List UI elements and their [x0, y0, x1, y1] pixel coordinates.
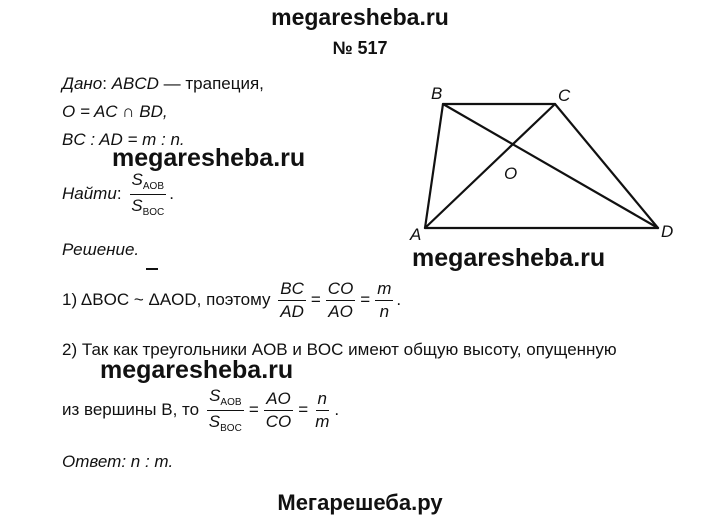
- label-a: A: [410, 225, 422, 244]
- find-den-sub: BOC: [142, 207, 165, 218]
- given-figure: ABCD: [111, 74, 159, 93]
- problem-number: № 517: [332, 38, 388, 58]
- site-header: megaresheba.ru: [271, 4, 449, 30]
- given-line-1: Дано: ABCD — трапеция,: [62, 74, 264, 93]
- diagonal-ac: [425, 104, 555, 228]
- step-2-fraction-3: $\frac{n}{m}$: [315, 389, 330, 431]
- diagonal-bd: [443, 104, 658, 228]
- given-figure-type: — трапеция,: [158, 74, 264, 93]
- step-1-prefix: 1) ΔBOC ~ ΔAOD, поэтому: [62, 289, 271, 309]
- solution-label: Решение.: [62, 240, 140, 259]
- given-label: Дано: [62, 74, 103, 93]
- answer-label: Ответ: [62, 452, 122, 471]
- step-1-end: .: [396, 289, 402, 309]
- step-1: 1) ΔBOC ~ ΔAOD, поэтому $\frac{BC}{AD}$ = $\frac{CO}{AO}$ = $\frac{m}{n}$ .: [62, 279, 402, 321]
- step-2-line-1: 2) Так как треугольники AOB и BOC имеют общую высоту, опущенную: [62, 340, 617, 359]
- label-c: C: [558, 86, 571, 105]
- step-2-fraction-1: $\frac{S_{AOB}}{S_{BOC}}$: [208, 386, 242, 434]
- trapezoid-outline: [425, 104, 658, 228]
- find-num-s: S: [131, 170, 143, 189]
- answer-value: n : m.: [130, 452, 174, 471]
- stray-mark: [146, 268, 158, 270]
- answer-line: Ответ: n : m.: [62, 452, 174, 471]
- step-1-fraction-3: $\frac{m}{n}$: [377, 279, 392, 321]
- label-b: B: [431, 84, 443, 103]
- step-2-end: .: [334, 399, 340, 419]
- find-end: .: [169, 183, 175, 203]
- watermark-3: megaresheba.ru: [100, 356, 294, 384]
- find-den-s: S: [131, 196, 143, 215]
- given-line-3: BC : AD = m : n.: [62, 130, 185, 149]
- step-1-fraction-2: $\frac{CO}{AO}$: [327, 279, 354, 321]
- watermark-1: megaresheba.ru: [112, 144, 306, 172]
- step-2-fraction-2: $\frac{AO}{CO}$: [265, 389, 292, 431]
- step-2-prefix: из вершины B, то: [62, 399, 200, 419]
- watermark-2: megaresheba.ru: [412, 244, 606, 272]
- trapezoid-diagram: [400, 80, 690, 250]
- step-2-line-2: из вершины B, то $\frac{S_{AOB}}{S_{BOC}}$ = $\frac{AO}{CO}$ = $\frac{n}{m}$ .: [62, 386, 340, 434]
- find-fraction: [129, 170, 166, 219]
- step-1-fraction-1: $\frac{BC}{AD}$: [280, 279, 304, 321]
- site-footer: Мегарешеба.ру: [277, 490, 443, 515]
- find-label: Найти: [62, 183, 117, 203]
- label-d: D: [661, 222, 674, 241]
- given-line-2: O = AC ∩ BD,: [62, 102, 168, 121]
- label-o: O: [504, 164, 518, 183]
- find-num-sub: AOB: [142, 181, 164, 192]
- find-line: Найти: $\frac{S_{AOB}}{S_{BOC}}$ .: [62, 170, 175, 218]
